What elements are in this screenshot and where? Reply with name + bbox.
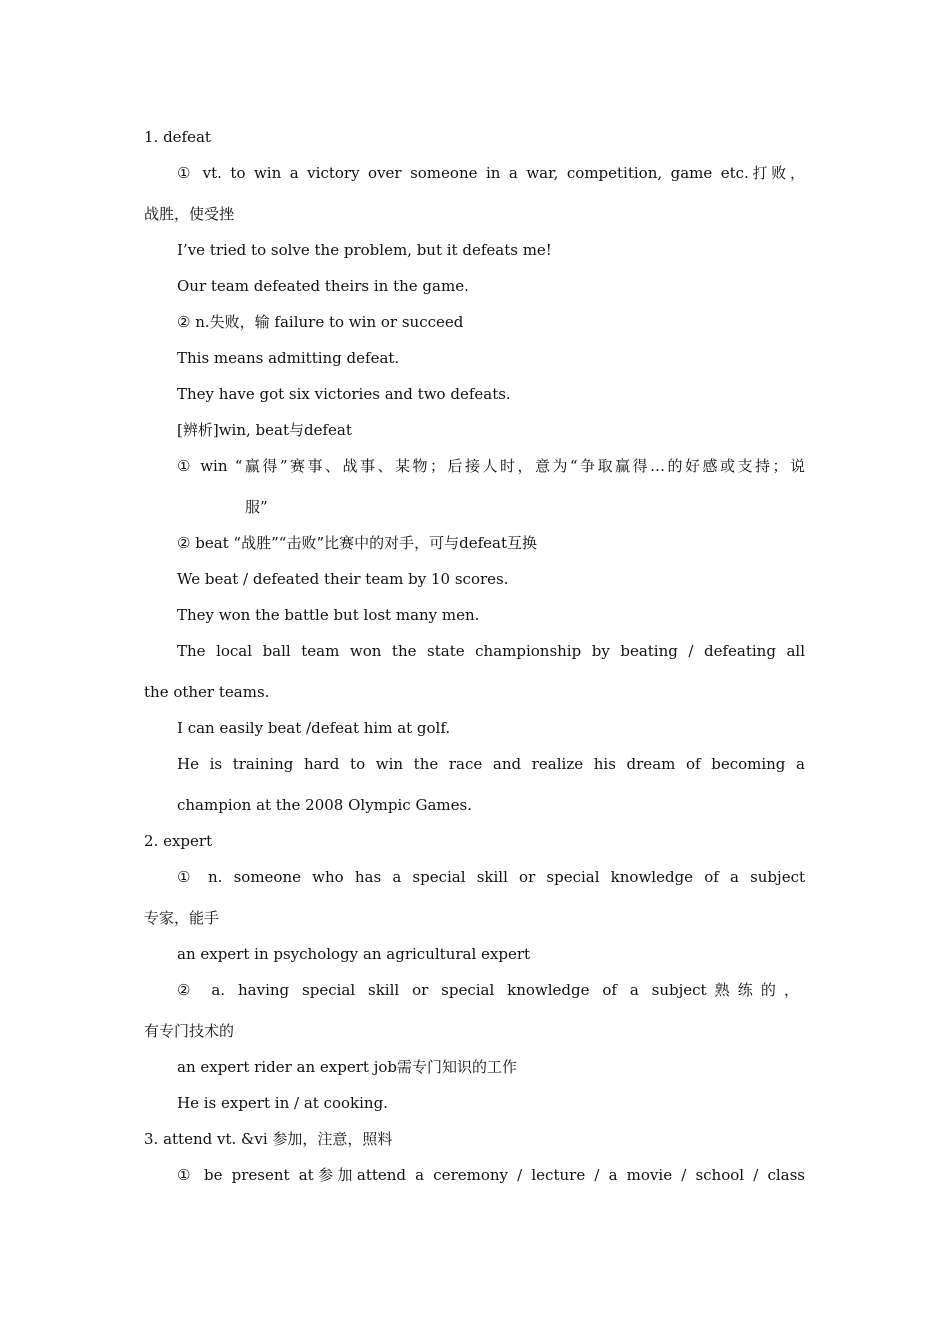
example-line: This means admitting defeat. [177,349,400,367]
definition-line: ② n.失败，输 failure to win or succeed [177,313,464,331]
example-line: champion at the 2008 Olympic Games. [177,796,472,814]
example-line: He is training hard to win the race and realize his dream of becoming a [177,755,805,773]
entry-heading-attend: 3. attend vt. &vi 参加，注意，照料 [144,1130,393,1148]
analysis-line: ② beat “战胜”“击败”比赛中的对手，可与defeat互换 [177,534,537,552]
example-line: I’ve tried to solve the problem, but it defeats me! [177,241,552,259]
entry-heading-defeat: 1. defeat [144,128,211,146]
example-line: an expert rider an expert job需专门知识的工作 [177,1058,517,1076]
example-line: The local ball team won the state championship by beating / defeating all [177,642,805,660]
analysis-heading: [辨析]win, beat与defeat [177,421,352,439]
analysis-line: 服” [245,498,268,516]
definition-line: ① be present at参加attend a ceremony / lecture / a movie / school / class [177,1166,805,1184]
example-line: We beat / defeated their team by 10 scores. [177,570,509,588]
definition-line: ① n. someone who has a special skill or special knowledge of a subject [177,868,805,886]
example-line: I can easily beat /defeat him at golf. [177,719,451,737]
definition-line: 有专门技术的 [144,1022,235,1040]
definition-line: ① vt. to win a victory over someone in a war, competition, game etc.打败， [177,164,805,182]
definition-line: 专家，能手 [144,909,220,927]
example-line: They won the battle but lost many men. [177,606,480,624]
definition-line: ② a. having special skill or special knowledge of a subject熟练的， [177,981,799,999]
analysis-line: ① win “赢得”赛事、战事、某物；后接人时，意为“争取赢得…的好感或支持；说 [177,457,805,475]
example-line: the other teams. [144,683,270,701]
example-line: Our team defeated theirs in the game. [177,277,469,295]
example-line: He is expert in / at cooking. [177,1094,388,1112]
example-line: an expert in psychology an agricultural expert [177,945,531,963]
definition-line: 战胜，使受挫 [144,205,235,223]
entry-heading-expert: 2. expert [144,832,213,850]
example-line: They have got six victories and two defeats. [177,385,511,403]
